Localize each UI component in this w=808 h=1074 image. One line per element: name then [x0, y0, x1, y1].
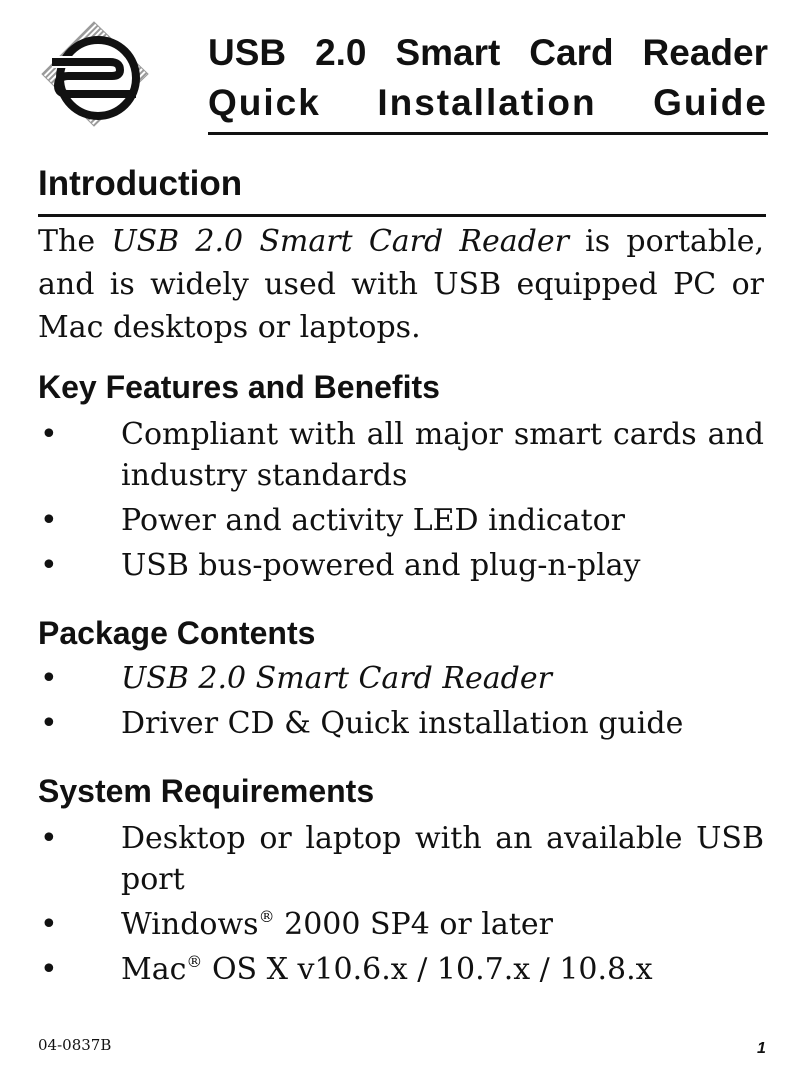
bullet-icon: •	[40, 907, 58, 942]
title-word: Installation	[377, 82, 597, 123]
system-requirements-list	[38, 818, 764, 994]
page-number: 1	[757, 1040, 766, 1057]
list-item	[38, 703, 764, 744]
bullet-icon: •	[40, 952, 58, 987]
list-item	[38, 414, 764, 496]
list-item	[38, 658, 764, 699]
title-word: Smart	[395, 32, 501, 73]
package-contents-list	[38, 658, 764, 748]
list-item	[38, 818, 764, 900]
list-item	[38, 904, 764, 945]
list-item	[38, 949, 764, 990]
key-features-list	[38, 414, 764, 590]
registered-mark: ®	[186, 952, 203, 971]
list-item-text: Power and activity LED indicator	[121, 503, 625, 538]
title-line-2	[208, 78, 768, 128]
list-item	[38, 500, 764, 541]
intro-text-suffix: is portable, and is widely used with USB equipped PC or Mac desktops or laptops.	[38, 224, 765, 345]
list-item-text: Desktop or laptop with an available USB port	[121, 821, 764, 897]
list-item-text: USB bus-powered and plug-n-play	[121, 548, 641, 583]
bullet-icon: •	[40, 548, 58, 583]
title-word: Quick	[208, 82, 321, 123]
title-word: Reader	[642, 32, 768, 73]
bullet-icon: •	[40, 821, 58, 856]
list-item-text: OS X v10.6.x / 10.7.x / 10.8.x	[202, 952, 653, 987]
title-word: Card	[529, 32, 614, 73]
list-item-text: Driver CD & Quick installation guide	[121, 706, 684, 741]
bullet-icon: •	[40, 706, 58, 741]
title-word: USB	[208, 32, 287, 73]
siig-logo-icon	[38, 16, 154, 132]
title-underline	[208, 132, 768, 135]
introduction-paragraph	[38, 220, 764, 349]
bullet-icon: •	[40, 661, 58, 696]
title-line-1	[208, 28, 768, 78]
list-item-text: Compliant with all major smart cards and industry standards	[121, 417, 764, 493]
bullet-icon: •	[40, 417, 58, 452]
package-contents-heading: Package Contents	[38, 615, 316, 651]
list-item-text: Windows	[121, 907, 259, 942]
intro-text-prefix: The	[38, 224, 112, 259]
system-requirements-heading: System Requirements	[38, 773, 375, 809]
document-title	[208, 28, 768, 135]
document-code: 04-0837B	[38, 1036, 112, 1054]
list-item-text: Mac	[121, 952, 187, 987]
registered-mark: ®	[258, 907, 275, 926]
title-word: Guide	[653, 82, 768, 123]
list-item-text: 2000 SP4 or later	[274, 907, 553, 942]
list-item	[38, 545, 764, 586]
introduction-heading: Introduction	[38, 160, 766, 217]
list-item-text: USB 2.0 Smart Card Reader	[121, 661, 552, 696]
title-word: 2.0	[315, 32, 367, 73]
intro-product-name: USB 2.0 Smart Card Reader	[111, 224, 569, 259]
key-features-heading: Key Features and Benefits	[38, 369, 440, 405]
bullet-icon: •	[40, 503, 58, 538]
